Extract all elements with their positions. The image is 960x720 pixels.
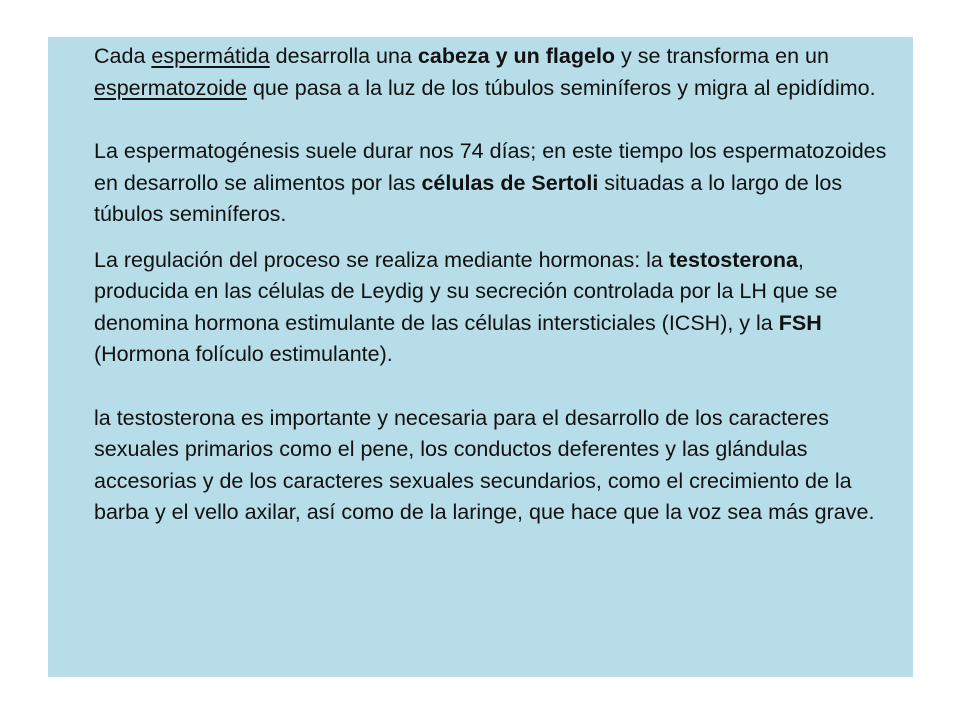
bold-term-cabeza-flagelo: cabeza y un flagelo <box>417 44 616 68</box>
paragraph-testosterona <box>94 403 894 529</box>
paragraph-espermatida <box>94 41 894 104</box>
text-run: que pasa a la luz de los túbulos seminíferos y migra al epidídimo. <box>246 75 876 100</box>
bold-term-fsh: FSH <box>778 310 822 335</box>
slide-text-body <box>94 41 894 529</box>
text-run: y se transforma en un <box>615 44 829 68</box>
paragraph-regulacion <box>94 245 894 371</box>
underlined-term-espermatozoide: espermatozoide <box>94 75 247 100</box>
text-run: la testosterona es importante y necesaria para el desarrollo de los caracteres sexuales primarios como el pene, los conductos deferentes y las glándulas accesorias y de los caracteres sexuales secundarios, como el crecimiento de la barba y el vello axilar, así como de la laringe, que hace que la voz sea más grave. <box>94 405 875 524</box>
text-run: (Hormona folículo estimulante). <box>94 342 393 366</box>
text-run: Cada <box>94 44 152 68</box>
bold-term-celulas-sertoli: células de Sertoli <box>421 170 599 195</box>
text-run: , producida en las células de Leydig y su secreción controlada por la LH que se denomina hormona estimulante de las células intersticiales (ICSH), y la <box>94 247 838 335</box>
text-run: La regulación del proceso se realiza mediante hormonas: la <box>94 247 669 272</box>
paragraph-espermatogenesis <box>94 136 894 231</box>
text-run: La espermatogénesis suele durar nos 74 días; en este tiempo los espermatozoides en desarrollo se alimentos por las <box>94 139 887 195</box>
text-run: desarrolla una <box>269 44 418 68</box>
text-run: situadas a lo largo de los túbulos seminíferos. <box>94 170 843 226</box>
bold-term-testosterona: testosterona <box>668 247 798 272</box>
underlined-term-espermatida: espermátida <box>151 44 270 68</box>
